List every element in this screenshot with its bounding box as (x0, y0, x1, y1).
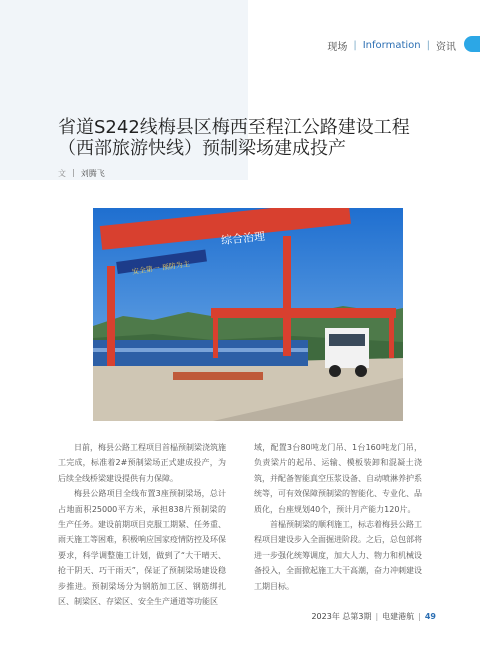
section-tab-marker (464, 36, 480, 52)
article-photo (93, 208, 403, 421)
crane-beam-second (211, 308, 396, 318)
formwork-highlight (93, 348, 308, 352)
title-line-2: （西部旅游快线）预制梁场建成投产 (58, 138, 346, 159)
truck-wheel (329, 365, 341, 377)
nav-separator: | (353, 39, 357, 51)
crane2-leg-left (213, 318, 218, 358)
steel-formwork (93, 340, 308, 366)
header-nav (327, 38, 456, 52)
crane-slogan-text: 安全第一 预防为主 (131, 259, 191, 277)
author-name: 刘腾飞 (80, 169, 105, 178)
crane-leg-left (107, 266, 115, 366)
issue-info: 2023年 总第3期 (311, 612, 372, 621)
truck-windshield (329, 334, 365, 346)
article-title (58, 117, 418, 159)
nav-section-en: Information (362, 39, 421, 51)
crane2-leg-right (389, 318, 394, 358)
rebar-stack (173, 372, 263, 380)
paragraph: 梅县公路项目全线布置3座预制梁场，总计占地面积25000平方米，承担838片预制梁的生产任务。建设前期项目克服工期紧、任务重、雨天施工等困难，积极响应国家疫情防控及环保要求，科学调整施工计划，做到了“大干晴天、抢干阴天、巧干雨天”，保证了预制梁场建设稳步推进。预制梁场分为钢筋加工区、钢筋绑扎区、制梁区、存梁区、安全生产通道等功能区 (58, 489, 226, 607)
nav-category: 资讯 (436, 41, 456, 53)
article-column-right (254, 440, 422, 594)
paragraph: 日前，梅县公路工程项目首榀预制梁浇筑施工完成，标准着2#预制梁场正式建成投产，为后续全线桥梁建设提供有力保障。 (58, 443, 226, 483)
title-line-1: 省道S242线梅县区梅西至程江公路建设工程 (58, 117, 410, 138)
footer-separator: | (375, 612, 379, 621)
byline-label: 文 (58, 169, 66, 178)
footer-separator: | (418, 612, 421, 621)
nav-separator: | (426, 39, 430, 51)
article-column-left (58, 440, 226, 609)
page-footer (311, 611, 436, 622)
construction-site-photo (93, 208, 403, 421)
paragraph: 域，配置3台80吨龙门吊、1台160吨龙门吊，负责梁片的起吊、运输、模板装卸和混凝土浇筑，并配备智能真空压浆设备、自动喷淋养护系统等，可有效保障预制梁的智能化、专业化、品质化，台座规划40个，预计月产能力120片。 (254, 443, 422, 514)
truck-wheel (355, 365, 367, 377)
nav-section: 现场 (327, 41, 348, 53)
byline-separator: | (72, 168, 75, 177)
page-number: 49 (424, 612, 436, 621)
paragraph: 首榀预制梁的顺利施工，标志着梅县公路工程项目建设步入全面掘进阶段。之后，总包部将进一步强化统筹调度，加大人力、物力和机械设备投入，全面掀起施工大干高潮，奋力冲刺建设工期目标。 (254, 520, 422, 591)
magazine-name: 电建港航 (382, 612, 415, 621)
crane-banner-text: 综合治理 (220, 229, 266, 248)
crane-leg-right (283, 236, 291, 356)
byline (58, 168, 105, 179)
